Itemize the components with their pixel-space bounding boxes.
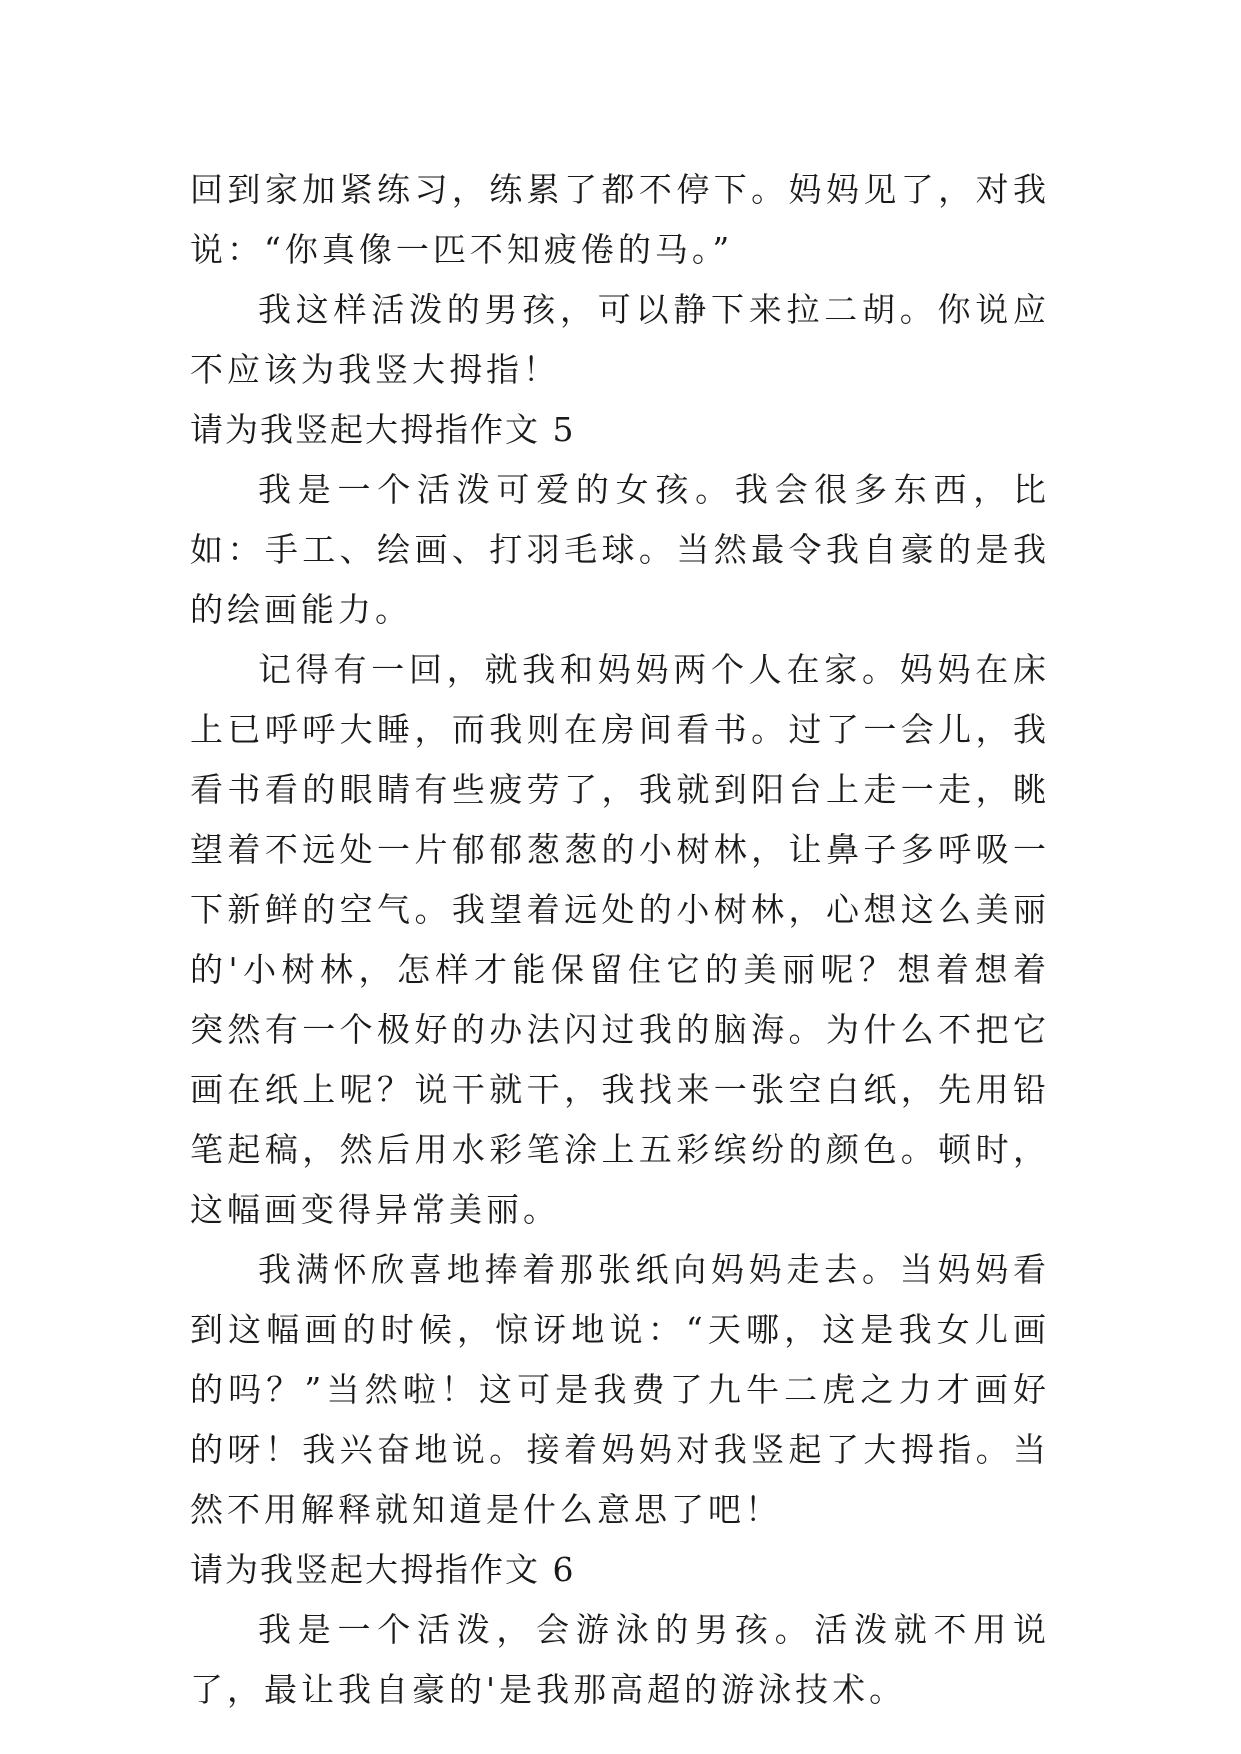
paragraph: 回到家加紧练习，练累了都不停下。妈妈见了，对我说：“你真像一匹不知疲倦的马。” — [190, 170, 1050, 269]
section-title: 请为我竖起大拇指作文 5 — [190, 410, 576, 449]
paragraph: 我满怀欣喜地捧着那张纸向妈妈走去。当妈妈看到这幅画的时候，惊讶地说：“天哪，这是我女儿画的吗？”当然啦！这可是我费了九牛二虎之力才画好的呀！我兴奋地说。接着妈妈对我竖起了大拇指。当然不用解释就知道是什么意思了吧！ — [190, 1250, 1050, 1529]
paragraph: 记得有一回，就我和妈妈两个人在家。妈妈在床上已呼呼大睡，而我则在房间看书。过了一会儿，我看书看的眼睛有些疲劳了，我就到阳台上走一走，眺望着不远处一片郁郁葱葱的小树林，让鼻子多呼吸一下新鲜的空气。我望着远处的小树林，心想这么美丽的'小树林，怎样才能保留住它的美丽呢？想着想着突然有一个极好的办法闪过我的脑海。为什么不把它画在纸上呢？说干就干，我找来一张空白纸，先用铅笔起稿，然后用水彩笔涂上五彩缤纷的颜色。顿时，这幅画变得异常美丽。 — [190, 650, 1050, 1229]
document-body — [190, 160, 1050, 1720]
paragraph: 我是一个活泼可爱的女孩。我会很多东西，比如：手工、绘画、打羽毛球。当然最令我自豪的是我的绘画能力。 — [190, 470, 1050, 629]
paragraph: 我是一个活泼，会游泳的男孩。活泼就不用说了，最让我自豪的'是我那高超的游泳技术。 — [190, 1610, 1050, 1709]
paragraph: 我这样活泼的男孩，可以静下来拉二胡。你说应不应该为我竖大拇指！ — [190, 290, 1050, 389]
section-title: 请为我竖起大拇指作文 6 — [190, 1550, 576, 1589]
